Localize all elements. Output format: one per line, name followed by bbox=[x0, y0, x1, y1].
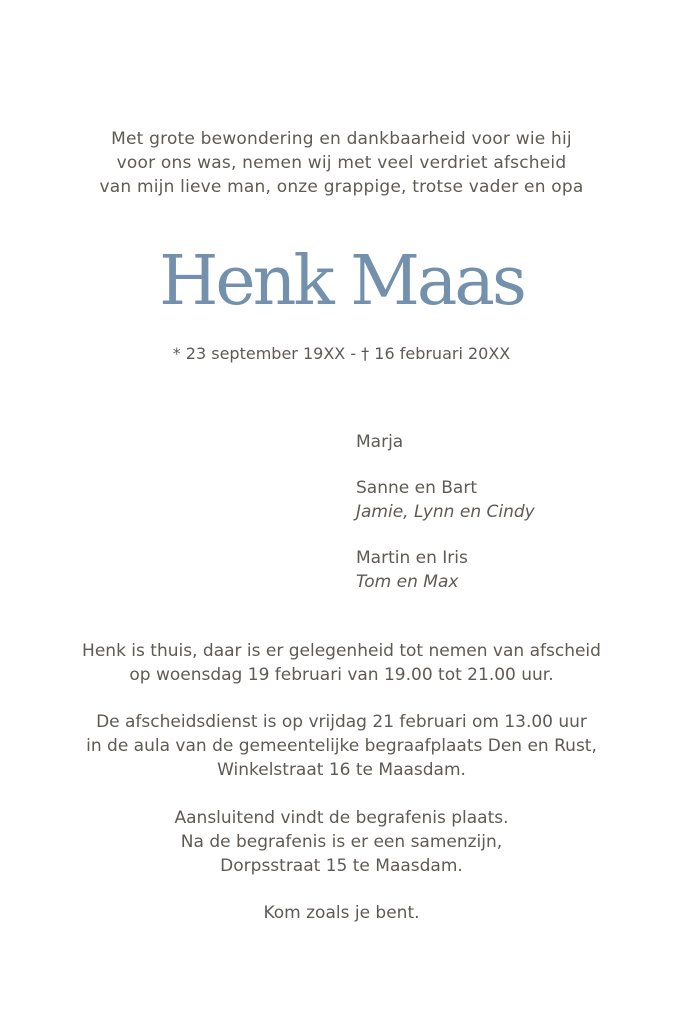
notice-line: Na de begrafenis is er een samenzijn, bbox=[180, 832, 503, 852]
intro-line: Met grote bewondering en dankbaarheid voor wie hij bbox=[111, 129, 572, 149]
family-names: Sanne en Bart bbox=[356, 478, 477, 498]
family-names: Martin en Iris bbox=[356, 548, 468, 568]
family-children: Tom en Max bbox=[356, 572, 459, 592]
family-group bbox=[356, 546, 535, 594]
closing-line: Kom zoals je bent. bbox=[263, 903, 420, 923]
viewing-notice bbox=[0, 639, 683, 687]
family-group bbox=[356, 430, 535, 454]
notice-line: Winkelstraat 16 te Maasdam. bbox=[217, 760, 466, 780]
notice-line: Aansluitend vindt de begrafenis plaats. bbox=[174, 808, 509, 828]
family-children: Jamie, Lynn en Cindy bbox=[356, 502, 535, 522]
notice-line: De afscheidsdienst is op vrijdag 21 februari om 13.00 uur bbox=[96, 712, 587, 732]
intro-text bbox=[0, 127, 683, 199]
intro-line: van mijn lieve man, onze grappige, trotse vader en opa bbox=[99, 177, 584, 197]
intro-line: voor ons was, nemen wij met veel verdriet afscheid bbox=[116, 153, 567, 173]
notice-line: Henk is thuis, daar is er gelegenheid tot nemen van afscheid bbox=[82, 641, 601, 661]
deceased-name: Henk Maas bbox=[159, 242, 524, 321]
closing-note bbox=[0, 901, 683, 925]
family-group bbox=[356, 476, 535, 524]
life-dates: * 23 september 19XX - † 16 februari 20XX bbox=[172, 344, 511, 363]
service-notice bbox=[0, 710, 683, 782]
family-names: Marja bbox=[356, 432, 404, 452]
notice-line: in de aula van de gemeentelijke begraafplaats Den en Rust, bbox=[86, 736, 597, 756]
notice-line: op woensdag 19 februari van 19.00 tot 21.00 uur. bbox=[129, 665, 554, 685]
notice-line: Dorpsstraat 15 te Maasdam. bbox=[220, 856, 463, 876]
burial-notice bbox=[0, 806, 683, 878]
family-list bbox=[356, 430, 535, 616]
